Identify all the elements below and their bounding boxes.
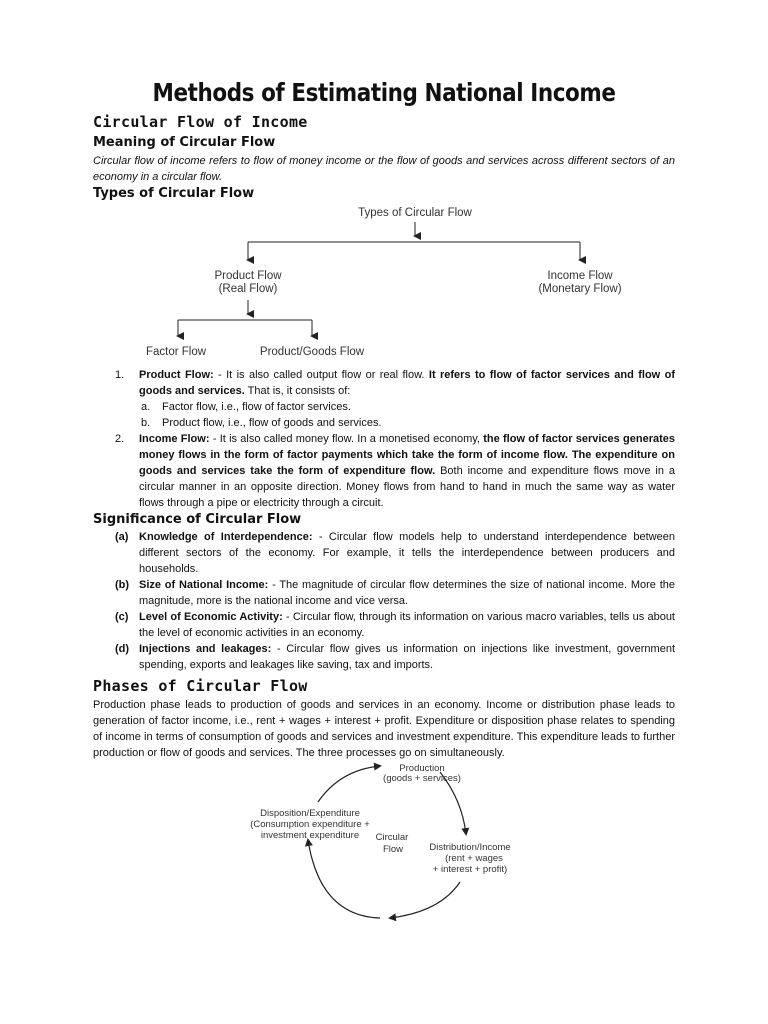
cycle-center-circular-label: Circular bbox=[375, 832, 409, 843]
list-item-label: Injections and leakages: bbox=[139, 643, 272, 655]
cycle-center-flow-label: Flow bbox=[382, 844, 404, 855]
meaning-text: Circular flow of income refers to flow of money income or the flow of goods and services across different sectors of an economy in a circular flow. bbox=[93, 155, 675, 183]
sub-marker: a. bbox=[141, 401, 151, 413]
cycle-consumption-label: (Consumption expenditure + bbox=[250, 819, 370, 830]
cycle-goods-services-label: (goods + services) bbox=[383, 773, 461, 784]
list-item-bold-text: the flow of factor services generates money flows in the form of factor payments which take the form of income flow. The expenditure on goods and services take the form of expenditure flow. bbox=[139, 433, 676, 477]
list-item bbox=[93, 431, 675, 511]
sub-item-text: Factor flow, i.e., flow of factor services. bbox=[162, 401, 351, 413]
list-item-label: Size of National Income: bbox=[139, 579, 269, 591]
list-marker: (a) bbox=[115, 531, 129, 543]
cycle-production-label: Production bbox=[399, 763, 445, 774]
list-item bbox=[93, 577, 675, 609]
types-heading: Types of Circular Flow bbox=[93, 186, 255, 201]
list-marker: 2. bbox=[115, 433, 125, 445]
cycle-interest-profit-label: + interest + profit) bbox=[432, 864, 508, 875]
types-list bbox=[93, 367, 675, 511]
list-item-label: Product Flow: bbox=[139, 369, 214, 381]
list-item bbox=[93, 609, 675, 641]
list-marker: 1. bbox=[115, 369, 125, 381]
list-item-label: Level of Economic Activity: bbox=[139, 611, 283, 623]
significance-list bbox=[93, 529, 675, 673]
list-item-bold-text: It refers to flow of factor services and flow of goods and services. bbox=[139, 369, 675, 397]
tree-real-flow-label: (Real Flow) bbox=[218, 283, 278, 295]
tree-factor-flow-label: Factor Flow bbox=[145, 346, 207, 358]
list-item bbox=[93, 529, 675, 577]
phases-text: Production phase leads to production of goods and services in an economy. Income or distribution phase leads to generation of factor income, i.e., rent + wages + interest + profit. Expenditure or disposition phase relates to spending of income in terms of consumption of goods and services and investment expenditure. This expenditure leads to further production or flow of goods and services. The three processes go on simultaneously. bbox=[93, 699, 675, 759]
list-item-text: - The magnitude of circular flow determines the size of national income. More the magnitude, more is the national income and vice versa. bbox=[139, 579, 675, 607]
sub-marker: b. bbox=[141, 417, 151, 429]
list-item bbox=[93, 641, 675, 673]
section-heading-circular-flow: Circular Flow of Income bbox=[93, 113, 308, 131]
list-item-text: - Circular flow, through its information on various macro variables, tells us about the level of economic activities in an economy. bbox=[139, 611, 675, 639]
sub-item bbox=[93, 399, 675, 415]
meaning-heading: Meaning of Circular Flow bbox=[93, 135, 276, 150]
page-title: Methods of Estimating National Income bbox=[152, 78, 616, 107]
list-marker: (d) bbox=[115, 643, 130, 655]
tree-goods-flow-label: Product/Goods Flow bbox=[259, 346, 365, 358]
tree-monetary-flow-label: (Monetary Flow) bbox=[538, 283, 622, 295]
sub-item-text: Product flow, i.e., flow of goods and services. bbox=[162, 417, 382, 429]
section-heading-phases: Phases of Circular Flow bbox=[93, 677, 308, 695]
cycle-distribution-label: Distribution/Income bbox=[429, 842, 511, 853]
list-item-text: Both income and expenditure flows move in a circular manner in an opposite direction. Money flows from hand to hand in much the same way as water flows through a pipe or electricity through a circuit. bbox=[139, 465, 675, 509]
list-item-label: Knowledge of Interdependence: bbox=[139, 531, 313, 543]
sub-item bbox=[93, 415, 675, 431]
list-item-text: That is, it consists of: bbox=[244, 385, 351, 397]
cycle-disposition-label: Disposition/Expenditure bbox=[260, 808, 360, 819]
list-marker: (c) bbox=[115, 611, 129, 623]
list-item-text: - It is also called output flow or real flow. bbox=[213, 369, 429, 381]
tree-product-flow-label: Product Flow bbox=[214, 270, 282, 282]
list-item-label: Income Flow: bbox=[139, 433, 210, 445]
list-item-text: - It is also called money flow. In a monetised economy, bbox=[209, 433, 484, 445]
tree-income-flow-label: Income Flow bbox=[547, 270, 613, 282]
types-tree-diagram bbox=[130, 200, 640, 365]
list-marker: (b) bbox=[115, 579, 130, 591]
cycle-rent-wages-label: (rent + wages bbox=[445, 853, 503, 864]
list-item-text: - Circular flow gives us information on injections like investment, government spending, exports and leakages like saving, tax and imports. bbox=[139, 643, 675, 671]
list-item bbox=[93, 367, 675, 431]
list-item-text: - Circular flow models help to understand interdependence between different sectors of the economy. For example, it tells the interdependence between producers and households. bbox=[139, 531, 675, 575]
circular-flow-diagram bbox=[240, 760, 540, 925]
cycle-investment-label: investment expenditure bbox=[260, 830, 360, 841]
tree-root-label: Types of Circular Flow bbox=[358, 207, 472, 219]
significance-heading: Significance of Circular Flow bbox=[93, 512, 302, 527]
